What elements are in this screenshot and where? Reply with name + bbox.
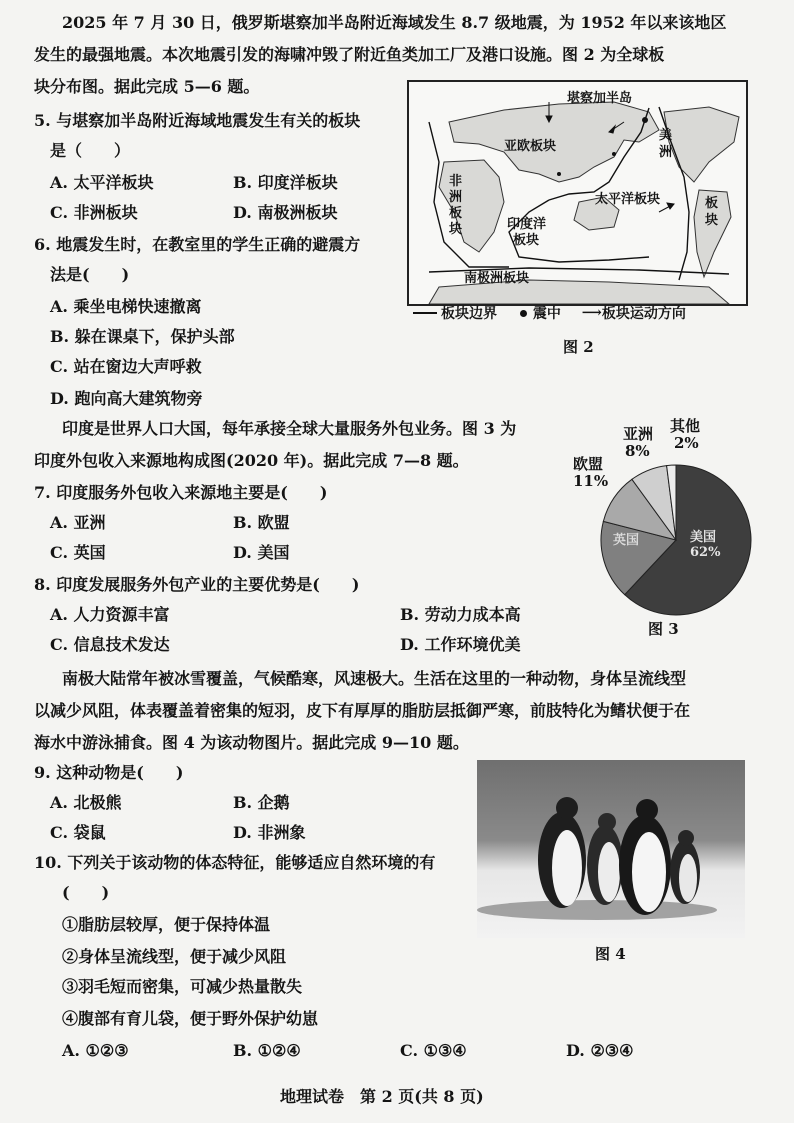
plate-map — [407, 80, 748, 306]
legend-epicenter-label: 震中 — [532, 306, 561, 322]
q10-option-c[interactable]: C. ①③④ — [400, 1041, 467, 1060]
map-label-america-plate: 板 块 — [705, 196, 719, 228]
q7-option-d[interactable]: D. 美国 — [233, 543, 290, 562]
map-label-antarctic: 南极洲板块 — [464, 271, 530, 286]
map-label-eurasia: 亚欧板块 — [504, 139, 557, 154]
map-legend — [413, 303, 686, 323]
q5-option-a[interactable]: A. 太平洋板块 — [50, 173, 154, 192]
pie-chart-figure — [565, 418, 755, 628]
q6-option-a[interactable]: A. 乘坐电梯快速撤离 — [50, 297, 202, 316]
map-label-indian: 印度洋 板块 — [507, 217, 547, 248]
q6-stem-line2: 法是( ) — [50, 265, 130, 284]
penguin-4 — [670, 830, 700, 904]
map-label-pacific: 太平洋板块 — [595, 192, 661, 207]
q9-option-d[interactable]: D. 非洲象 — [233, 823, 306, 842]
continent-north-america — [664, 107, 739, 182]
pie-label-other: 其他 2% — [670, 417, 701, 452]
q5-option-c[interactable]: C. 非洲板块 — [50, 203, 138, 222]
legend-boundary-label: 板块边界 — [441, 306, 497, 322]
q8-option-a[interactable]: A. 人力资源丰富 — [50, 605, 170, 624]
epicenter-kamchatka — [642, 117, 648, 123]
q10-statement-4: ④腹部有育儿袋，便于野外保护幼崽 — [62, 1009, 319, 1028]
penguin-1 — [538, 797, 586, 908]
q6-stem-line1: 6. 地震发生时，在教室里的学生正确的避震方 — [34, 235, 361, 254]
epicenter-3 — [557, 172, 561, 176]
intro3-line1: 南极大陆常年被冰雪覆盖，气候酷寒，风速极大。生活在这里的一种动物，身体呈流线型 — [62, 669, 687, 688]
intro2-line2: 印度外包收入来源地构成图(2020 年)。据此完成 7—8 题。 — [34, 451, 469, 470]
intro2-line1: 印度是世界人口大国，每年承接全球大量服务外包业务。图 3 为 — [62, 419, 517, 438]
q9-option-c[interactable]: C. 袋鼠 — [50, 823, 106, 842]
legend-direction-label: 板块运动方向 — [601, 306, 686, 322]
q5-option-b[interactable]: B. 印度洋板块 — [233, 173, 338, 192]
legend-arrow-icon: ⟶ — [581, 305, 602, 321]
fig4-caption: 图 4 — [595, 945, 626, 963]
penguin-3 — [619, 799, 671, 915]
pie-label-us: 美国 62% — [690, 530, 721, 560]
q10-option-a[interactable]: A. ①②③ — [62, 1041, 129, 1060]
pie-label-eu: 欧盟 11% — [573, 455, 609, 490]
intro3-line2: 以减少风阻，体表覆盖着密集的短羽，皮下有厚厚的脂肪层抵御严寒，前肢特化为鳍状便于在 — [34, 701, 691, 720]
q6-option-b[interactable]: B. 躲在课桌下，保护头部 — [50, 327, 235, 346]
pie-chart — [565, 418, 755, 628]
q5-stem-line2: 是（ ） — [50, 141, 131, 160]
fig2-caption: 图 2 — [563, 338, 594, 356]
shadow — [477, 900, 717, 920]
epicenter-2 — [612, 152, 616, 156]
pie-label-asia: 亚洲 8% — [623, 425, 654, 460]
legend-boundary-line — [413, 312, 437, 314]
intro3-line3: 海水中游泳捕食。图 4 为该动物图片。据此完成 9—10 题。 — [34, 733, 469, 752]
penguin-2 — [587, 813, 623, 905]
page-footer: 地理试卷 第 2 页(共 8 页) — [280, 1087, 484, 1106]
map-label-africa: 非 洲 板 块 — [449, 174, 463, 237]
q8-stem: 8. 印度发展服务外包产业的主要优势是( ) — [34, 575, 360, 594]
pie-label-uk: 英国 — [613, 533, 640, 548]
penguin-photo — [477, 760, 745, 938]
q9-option-a[interactable]: A. 北极熊 — [50, 793, 122, 812]
q9-option-b[interactable]: B. 企鹅 — [233, 793, 290, 812]
q10-statement-2: ②身体呈流线型，便于减少风阻 — [62, 947, 287, 966]
map-label-america: 美 洲 — [659, 128, 673, 160]
q5-stem-line1: 5. 与堪察加半岛附近海域地震发生有关的板块 — [34, 111, 361, 130]
penguins-drawing — [477, 760, 745, 938]
q9-stem: 9. 这种动物是( ) — [34, 763, 184, 782]
q10-stem-line2: ( ) — [62, 883, 110, 902]
fig3-caption: 图 3 — [648, 620, 679, 638]
q10-option-d[interactable]: D. ②③④ — [566, 1041, 634, 1060]
q10-statement-3: ③羽毛短而密集，可减少热量散失 — [62, 977, 303, 996]
intro1-line1: 2025 年 7 月 30 日，俄罗斯堪察加半岛附近海域发生 8.7 级地震，为 1952 年以来该地区 — [62, 13, 727, 32]
q8-option-d[interactable]: D. 工作环境优美 — [400, 635, 521, 654]
q6-option-c[interactable]: C. 站在窗边大声呼救 — [50, 357, 202, 376]
q8-option-c[interactable]: C. 信息技术发达 — [50, 635, 170, 654]
q6-option-d[interactable]: D. 跑向高大建筑物旁 — [50, 389, 203, 408]
legend-epicenter-dot — [520, 310, 527, 317]
intro1-line2: 发生的最强地震。本次地震引发的海啸冲毁了附近鱼类加工厂及港口设施。图 2 为全球板 — [34, 45, 665, 64]
q5-option-d[interactable]: D. 南极洲板块 — [233, 203, 338, 222]
q7-option-c[interactable]: C. 英国 — [50, 543, 106, 562]
q10-statement-1: ①脂肪层较厚，便于保持体温 — [62, 915, 271, 934]
q7-stem: 7. 印度服务外包收入来源地主要是( ) — [34, 483, 328, 502]
q7-option-b[interactable]: B. 欧盟 — [233, 513, 290, 532]
q10-option-b[interactable]: B. ①②④ — [233, 1041, 301, 1060]
intro1-line3: 块分布图。据此完成 5—6 题。 — [34, 77, 260, 96]
q7-option-a[interactable]: A. 亚洲 — [50, 513, 106, 532]
map-label-kamchatka: 堪察加半岛 — [567, 91, 633, 106]
q10-stem-line1: 10. 下列关于该动物的体态特征，能够适应自然环境的有 — [34, 853, 436, 872]
q8-option-b[interactable]: B. 劳动力成本高 — [400, 605, 521, 624]
